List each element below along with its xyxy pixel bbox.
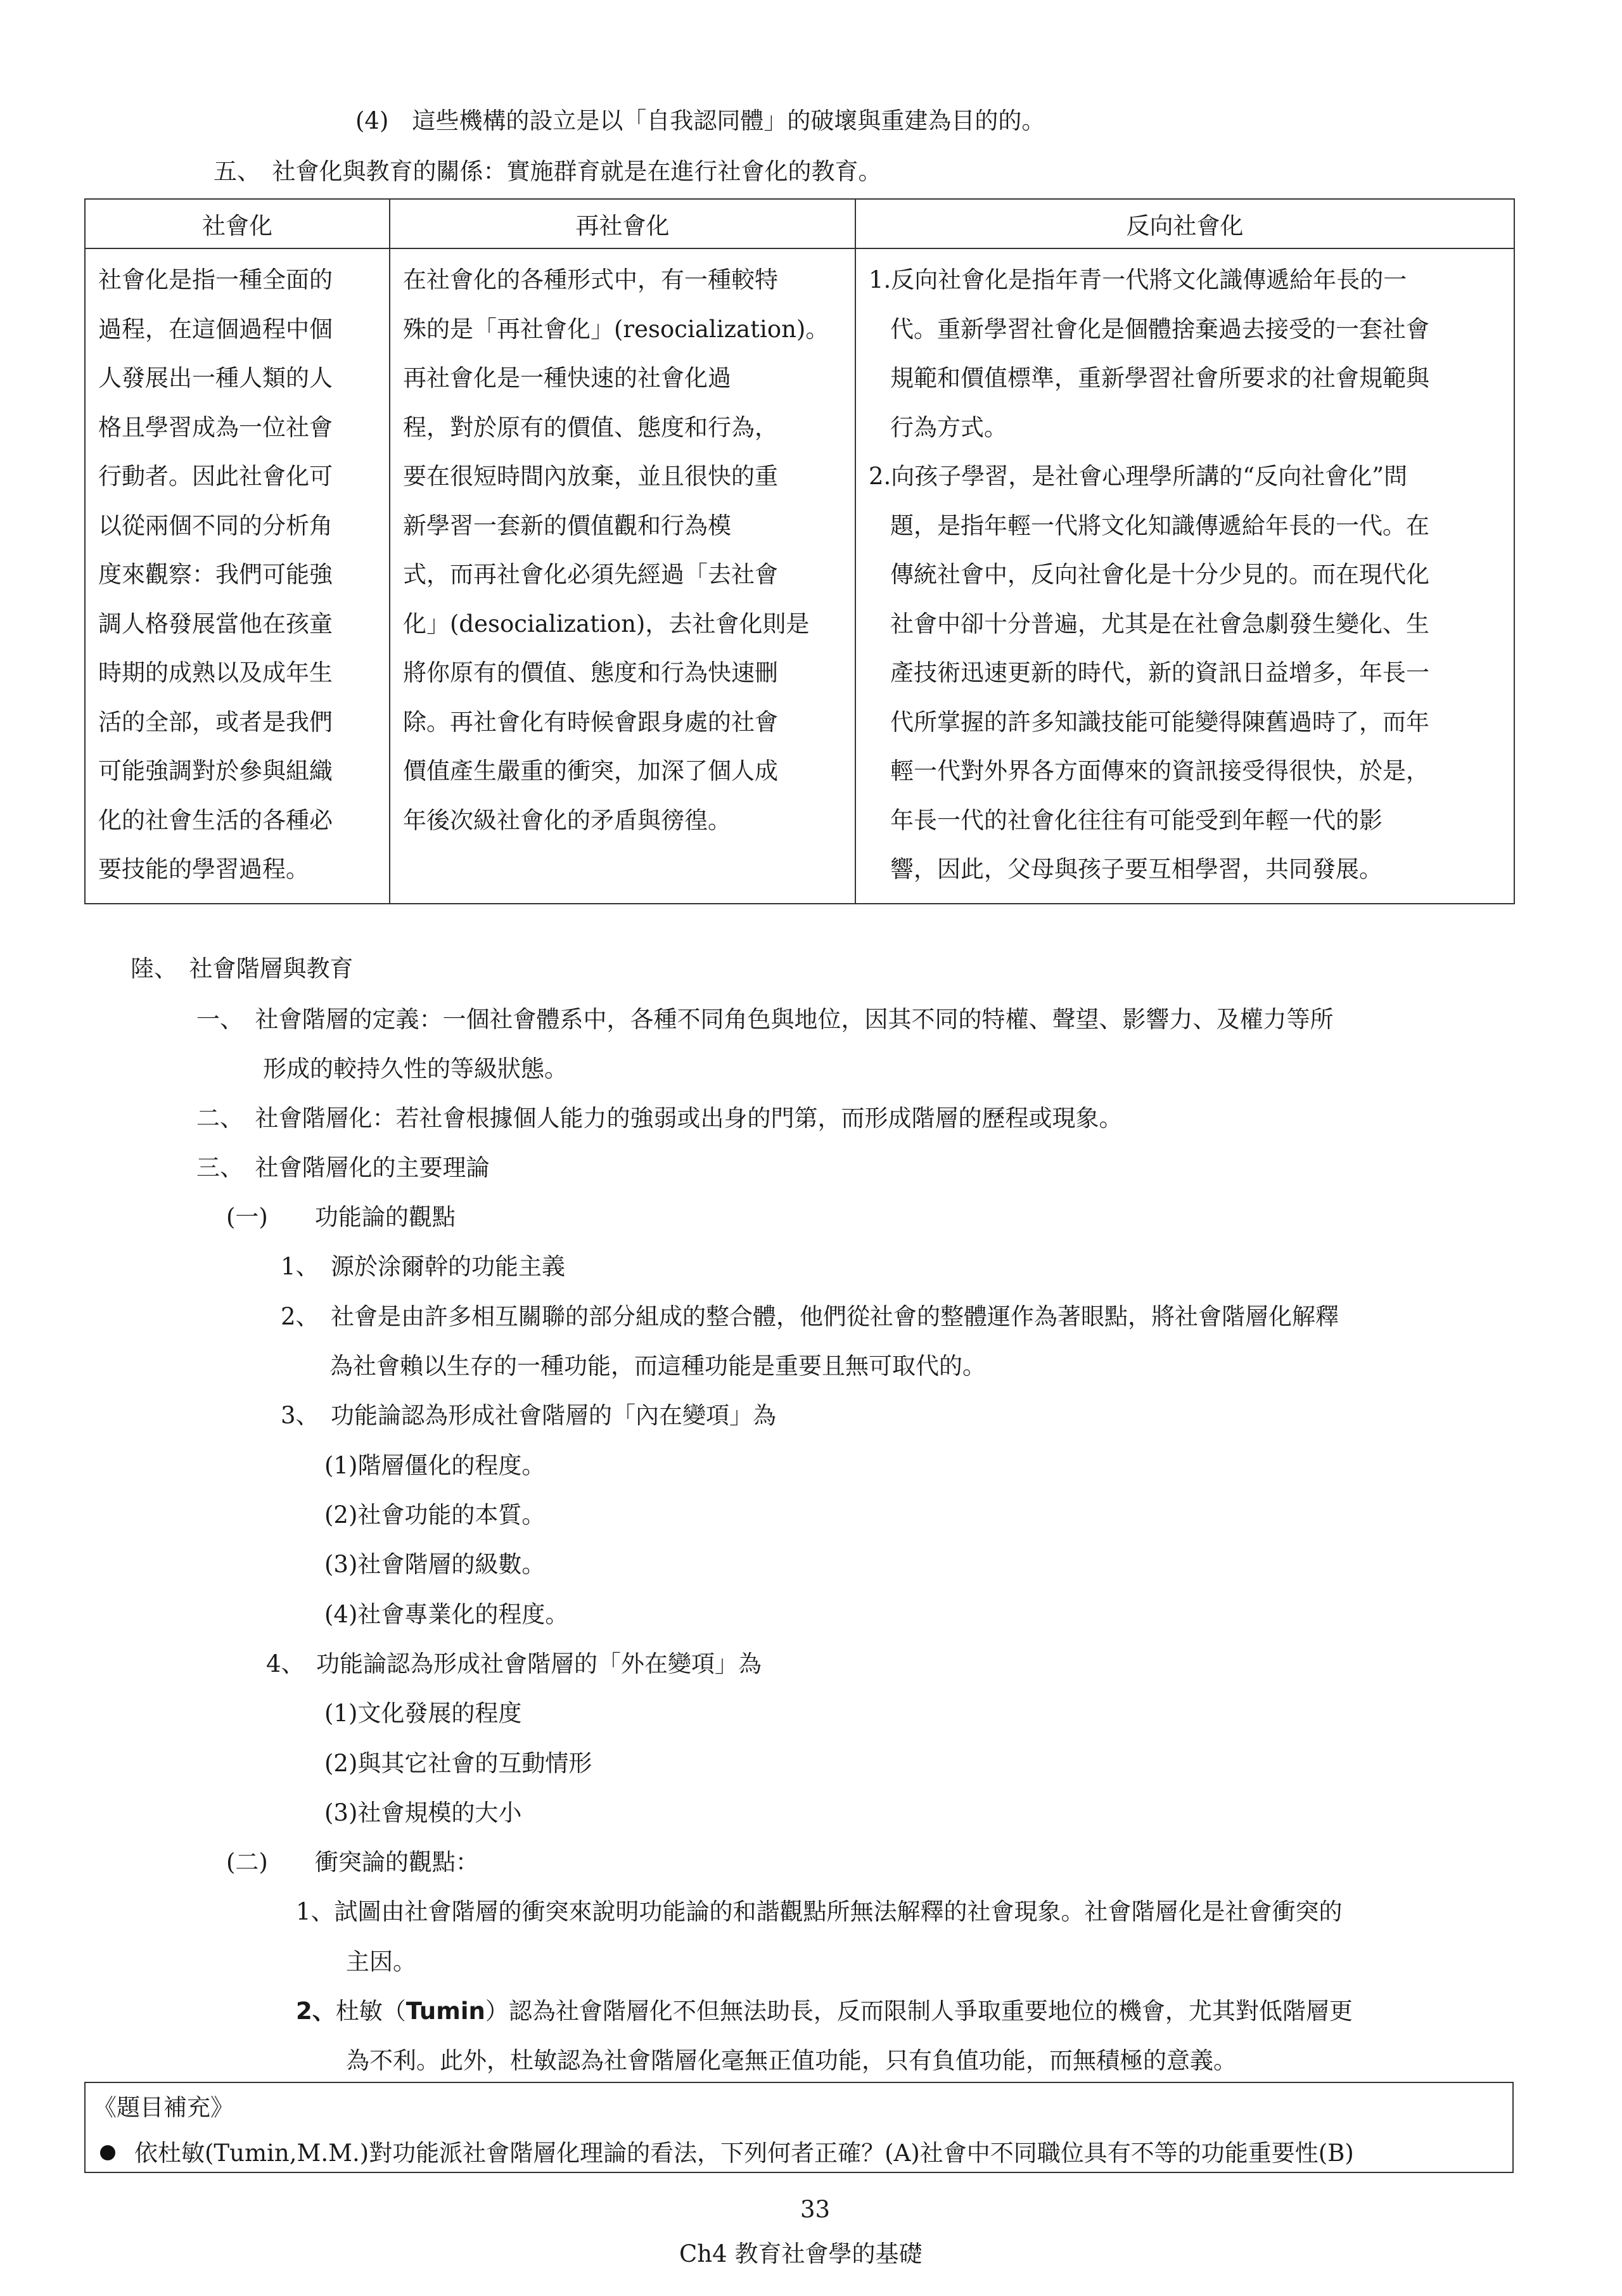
table-header-row: [85, 199, 1514, 248]
functionalism-point-2-line-1: 2、 社會是由許多相互關聯的部分組成的整合體，他們從社會的整體運作為著眼點，將社會階層化解釋: [281, 1303, 1339, 1330]
table-line: 行動者。因此社會化可: [98, 463, 333, 490]
page-number: 33: [800, 2196, 831, 2223]
tumin-name: Tumin: [406, 1998, 485, 2025]
table-line: 過程，在這個過程中個: [98, 315, 333, 343]
table-line: 2.向孩子學習，是社會心理學所講的“反向社會化”問: [869, 463, 1408, 490]
internal-variable-3: (3)社會階層的級數。: [324, 1551, 546, 1578]
table-line: 年後次級社會化的矛盾與徬徨。: [403, 806, 731, 834]
section-5-heading: 五、 社會化與教育的關係：實施群育就是在進行社會化的教育。: [214, 158, 882, 185]
table-body-row: [85, 248, 1514, 904]
internal-variable-4: (4)社會專業化的程度。: [324, 1601, 569, 1628]
chapter-footer: Ch4 教育社會學的基礎: [679, 2240, 923, 2267]
functionalism-point-2-line-2: 為社會賴以生存的一種功能，而這種功能是重要且無可取代的。: [329, 1352, 986, 1380]
internal-variable-2: (2)社會功能的本質。: [324, 1501, 546, 1529]
table-line: 在社會化的各種形式中，有一種較特: [403, 266, 778, 293]
section-6-heading: 陸、 社會階層與教育: [131, 955, 354, 982]
conflict-theory-heading: (二) 衝突論的觀點：: [226, 1849, 479, 1876]
table-line: 除。再社會化有時候會跟身處的社會: [403, 708, 778, 736]
table-line: 度來觀察：我們可能強: [98, 561, 333, 588]
table-line: 式，而再社會化必須先經過「去社會: [403, 561, 778, 588]
table-line: 社會化是指一種全面的: [98, 266, 333, 293]
table-line: 時期的成熟以及成年生: [98, 659, 333, 686]
table-line: 調人格發展當他在孩童: [98, 610, 333, 638]
table-line: 年長一代的社會化往往有可能受到年輕一代的影: [890, 806, 1383, 834]
table-line: 化」(desocialization)，去社會化則是: [403, 610, 810, 638]
table-line: 以從兩個不同的分析角: [98, 511, 333, 539]
conflict-point-2-prefix: 杜敏（: [335, 1998, 406, 2025]
table-line: 代。重新學習社會化是個體捨棄過去接受的一套社會: [890, 315, 1429, 343]
external-variable-2: (2)與其它社會的互動情形: [324, 1750, 592, 1777]
stratification-definition-line-2: 形成的較持久性的等級狀態。: [263, 1055, 568, 1082]
conflict-point-2-text: ）認為社會階層化不但無法助長，反而限制人爭取重要地位的機會，尤其對低階層更: [485, 1998, 1353, 2025]
table-line: 要技能的學習過程。: [98, 856, 309, 883]
table-line: 要在很短時間內放棄，並且很快的重: [403, 463, 778, 490]
conflict-point-2-line-2: 為不利。此外，杜敏認為社會階層化毫無正值功能，只有負值功能，而無積極的意義。: [346, 2047, 1237, 2074]
table-line: 1.反向社會化是指年青一代將文化識傳遞給年長的一: [869, 266, 1407, 293]
table-line: 傳統社會中，反向社會化是十分少見的。而在現代化: [890, 561, 1429, 588]
functionalism-point-3: 3、 功能論認為形成社會階層的「內在變項」為: [281, 1402, 777, 1429]
table-line: 輕一代對外界各方面傳來的資訊接受得很快，於是，: [890, 757, 1429, 785]
functionalism-heading: (一) 功能論的觀點: [226, 1203, 456, 1231]
functionalism-point-4: 4、 功能論認為形成社會階層的「外在變項」為: [266, 1650, 762, 1677]
table-line: 代所掌握的許多知識技能可能變得陳舊過時了，而年: [890, 708, 1429, 736]
header-reverse-socialization: 反向社會化: [855, 199, 1514, 248]
table-line: 可能強調對於參與組織: [98, 757, 333, 785]
bullet-icon: [100, 2145, 115, 2160]
table-line: 再社會化是一種快速的社會化過: [403, 364, 731, 392]
conflict-point-2-number: 2、: [296, 1998, 336, 2025]
theories-heading: 三、 社會階層化的主要理論: [196, 1154, 490, 1181]
stratification-definition-line-1: 一、 社會階層的定義：一個社會體系中，各種不同角色與地位，因其不同的特權、聲望、影響力、及權力等所: [196, 1006, 1334, 1033]
header-resocialization: 再社會化: [390, 199, 855, 248]
socialization-cell: [85, 248, 390, 904]
table-line: 價值產生嚴重的衝突，加深了個人成: [403, 757, 778, 785]
table-line: 新學習一套新的價值觀和行為模: [403, 511, 731, 539]
table-line: 人發展出一種人類的人: [98, 364, 333, 392]
table-line: 格且學習成為一位社會: [98, 413, 333, 441]
table-line: 化的社會生活的各種必: [98, 806, 333, 834]
supplement-title: 《題目補充》: [93, 2094, 234, 2121]
stratification-process: 二、 社會階層化：若社會根據個人能力的強弱或出身的門第，而形成階層的歷程或現象。: [196, 1105, 1123, 1132]
table-line: 行為方式。: [890, 413, 1007, 441]
conflict-point-1-line-1: 1、試圖由社會階層的衝突來說明功能論的和諧觀點所無法解釋的社會現象。社會階層化是社會衝突的: [296, 1898, 1343, 1925]
external-variable-3: (3)社會規模的大小: [324, 1799, 522, 1826]
external-variable-1: (1)文化發展的程度: [324, 1700, 522, 1727]
table-line: 殊的是「再社會化」(resocialization)。: [403, 315, 829, 343]
table-line: 產技術迅速更新的時代，新的資訊日益增多，年長一: [890, 659, 1429, 686]
reverse-socialization-cell: [855, 248, 1514, 904]
intro-item-4: (4) 這些機構的設立是以「自我認同體」的破壞與重建為目的的。: [355, 107, 1045, 134]
functionalism-point-1: 1、 源於涂爾幹的功能主義: [281, 1253, 566, 1280]
table-line: 規範和價值標準，重新學習社會所要求的社會規範與: [890, 364, 1429, 392]
header-socialization: 社會化: [85, 199, 390, 248]
table-line: 題，是指年輕一代將文化知識傳遞給年長的一代。在: [890, 511, 1429, 539]
conflict-point-2-line-1: [296, 1999, 1353, 2023]
table-line: 響，因此，父母與孩子要互相學習，共同發展。: [890, 856, 1383, 883]
supplement-question: 依杜敏(Tumin,M.M.)對功能派社會階層化理論的看法，下列何者正確？(A)社會中不同職位具有不等的功能重要性(B): [134, 2139, 1354, 2167]
question-supplement-box: [84, 2082, 1514, 2173]
table-line: 活的全部，或者是我們: [98, 708, 333, 736]
socialization-comparison-table: [84, 198, 1515, 904]
internal-variable-1: (1)階層僵化的程度。: [324, 1452, 546, 1479]
table-line: 將你原有的價值、態度和行為快速刪: [403, 659, 778, 686]
table-line: 程，對於原有的價值、態度和行為，: [403, 413, 778, 441]
resocialization-cell: [390, 248, 855, 904]
table-line: 社會中卻十分普遍，尤其是在社會急劇發生變化、生: [890, 610, 1429, 638]
conflict-point-1-line-2: 主因。: [346, 1948, 416, 1975]
